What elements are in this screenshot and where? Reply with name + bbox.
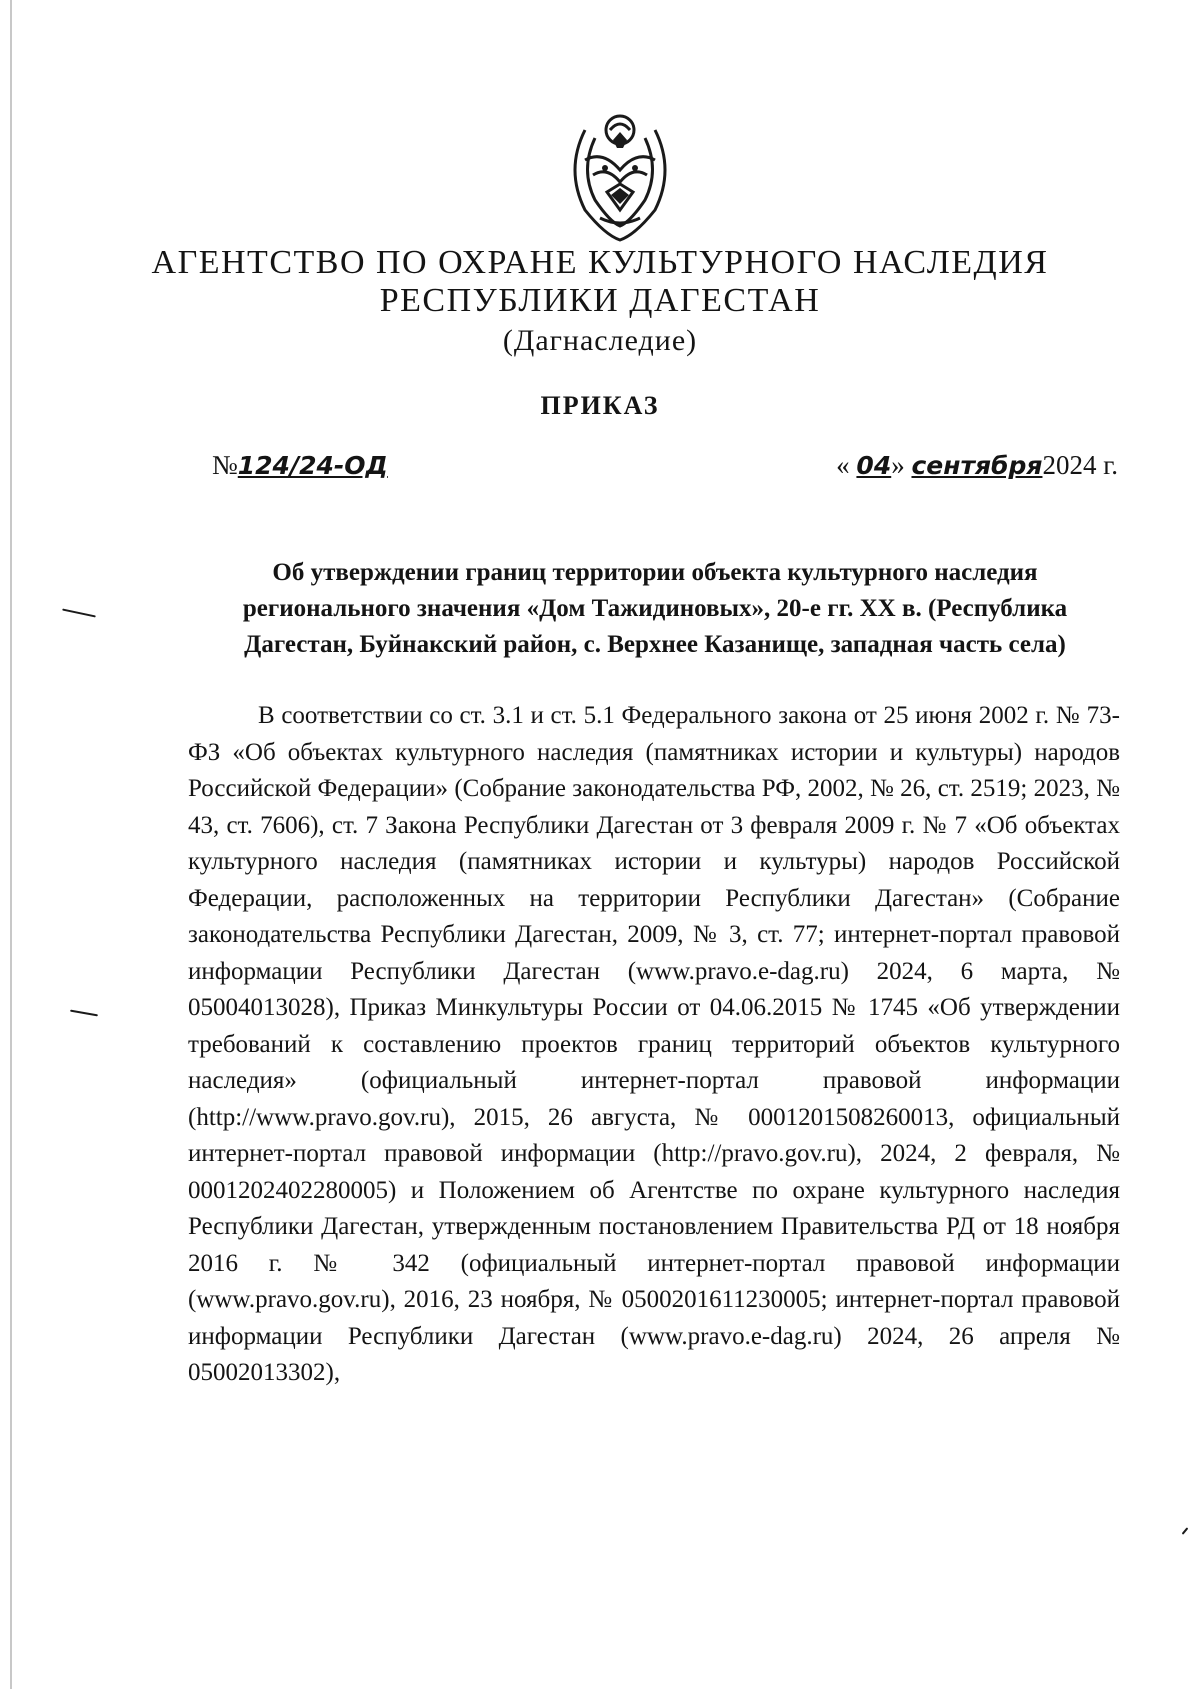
- date-close-quote: »: [891, 450, 905, 480]
- document-type-title: ПРИКАЗ: [540, 391, 660, 420]
- scan-mark: [1182, 1527, 1189, 1534]
- date-open-quote: «: [836, 450, 850, 480]
- order-number-value: 124/24-ОД: [237, 451, 388, 480]
- scan-mark: [70, 1010, 98, 1017]
- date-month: сентября: [911, 451, 1043, 480]
- order-body: [188, 698, 1120, 1392]
- date-day: 04: [856, 451, 892, 480]
- number-sign: №: [212, 450, 238, 480]
- agency-name-line2: РЕСПУБЛИКИ ДАГЕСТАН: [379, 282, 821, 319]
- date-year: 2024 г.: [1042, 450, 1118, 480]
- order-number: [212, 450, 388, 481]
- coat-of-arms-emblem: [555, 100, 685, 250]
- order-date: [836, 450, 1118, 481]
- preamble-paragraph: В соответствии со ст. 3.1 и ст. 5.1 Федерального закона от 25 июня 2002 г. № 73-ФЗ «Об объектах культурного наследия (памятниках истории и культуры) народов Российской Федерации» (Собрание законодательства РФ, 2002, № 26, ст. 2519; 2023, № 43, ст. 7606), ст. 7 Закона Республики Дагестан от 3 февраля 2009 г. № 7 «Об объектах культурного наследия (памятниках истории и культуры) народов Российской Федерации, расположенных на территории Республики Дагестан» (Собрание законодательства Республики Дагестан, 2009, № 3, ст. 77; интернет-портал правовой информации Республики Дагестан (www.pravo.e-dag.ru) 2024, 6 марта, № 05004013028), Приказ Минкультуры России от 04.06.2015 № 1745 «Об утверждении требований к составлению проектов границ территорий объектов культурного наследия» (официальный интернет-портал правовой информации (http://www.pravo.gov.ru), 2015, 26 августа, № 0001201508260013, официальный интернет-портал правовой информации (http://pravo.gov.ru), 2024, 2 февраля, № 0001202402280005) и Положением об Агентстве по охране культурного наследия Республики Дагестан, утвержденным постановлением Правительства РД от 18 ноября 2016 г. № 342 (официальный интернет-портал правовой информации (www.pravo.gov.ru), 2016, 23 ноября, № 0500201611230005; интернет-портал правовой информации Республики Дагестан (www.pravo.e-dag.ru) 2024, 26 апреля № 05002013302),: [188, 702, 1120, 1386]
- order-subject: Об утверждении границ территории объекта культурного наследия регионального значения «Дом Тажидиновых», 20-е гг. XX в. (Республика Дагестан, Буйнакский район, с. Верхнее Казанище, западная часть села): [242, 559, 1068, 658]
- scan-mark: [62, 608, 96, 617]
- agency-short-name: (Дагнаследие): [502, 324, 698, 357]
- agency-name-line1: АГЕНТСТВО ПО ОХРАНЕ КУЛЬТУРНОГО НАСЛЕДИЯ: [151, 244, 1049, 281]
